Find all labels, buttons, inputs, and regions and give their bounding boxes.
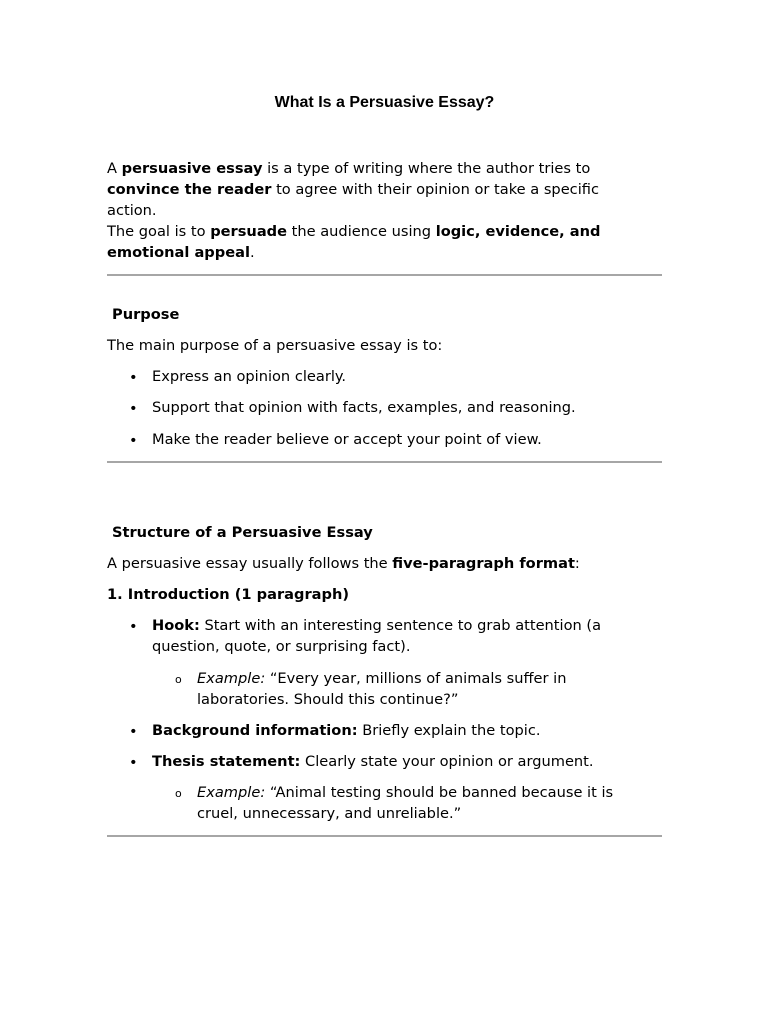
intro-text: The goal is to <box>107 223 211 240</box>
hook-example <box>197 668 647 710</box>
intro-text: . <box>249 244 255 261</box>
example-label: Example: <box>197 670 266 687</box>
bullet-glyph: • <box>129 432 138 449</box>
thesis-text: Clearly state your opinion or argument. <box>300 753 594 770</box>
section-divider <box>107 835 662 837</box>
introduction-subheading: 1. Introduction (1 paragraph) <box>107 586 350 603</box>
example-label: Example: <box>197 784 266 801</box>
bullet-glyph: • <box>129 723 138 740</box>
intro-paragraph <box>107 158 627 263</box>
purpose-item: Make the reader believe or accept your point of view. <box>152 431 542 448</box>
bullet-glyph: • <box>129 618 138 635</box>
purpose-lead: The main purpose of a persuasive essay is to: <box>107 337 443 354</box>
hook-example-text: “Every year, millions of animals suffer in laboratories. Should this continue?” <box>197 670 567 708</box>
sub-bullet-glyph: o <box>175 673 182 686</box>
thesis-example-text: “Animal testing should be banned because it is cruel, unnecessary, and unreliable.” <box>197 784 614 822</box>
intro-text: to agree with their opinion or take a specific action. <box>107 181 599 219</box>
section-divider <box>107 461 662 463</box>
background-label: Background information: <box>152 722 358 739</box>
structure-lead-text: A persuasive essay usually follows the <box>107 555 393 572</box>
purpose-heading: Purpose <box>112 306 180 323</box>
structure-heading: Structure of a Persuasive Essay <box>112 524 373 541</box>
intro-text: A <box>107 160 122 177</box>
structure-lead <box>107 553 627 574</box>
intro-text: the audience using <box>287 223 436 240</box>
section-divider <box>107 274 662 276</box>
intro-bold-term: convince the reader <box>107 181 272 198</box>
page-title: What Is a Persuasive Essay? <box>274 94 495 111</box>
purpose-item: Express an opinion clearly. <box>152 368 347 385</box>
bullet-glyph: • <box>129 754 138 771</box>
hook-text: Start with an interesting sentence to grab attention (a question, quote, or surprising fact). <box>152 617 602 655</box>
intro-bold-term: persuasive essay <box>121 160 263 177</box>
structure-lead-bold: five-paragraph format <box>392 555 575 572</box>
sub-bullet-glyph: o <box>175 787 182 800</box>
hook-label: Hook: <box>152 617 200 634</box>
hook-item <box>152 615 652 657</box>
bullet-glyph: • <box>129 369 138 386</box>
thesis-item <box>152 751 652 772</box>
background-item <box>152 720 652 741</box>
purpose-item: Support that opinion with facts, examples, and reasoning. <box>152 399 576 416</box>
thesis-example <box>197 782 647 824</box>
intro-bold-term: logic, evidence, and emotional appeal <box>107 223 601 261</box>
structure-lead-text: : <box>574 555 580 572</box>
background-text: Briefly explain the topic. <box>357 722 541 739</box>
intro-text: is a type of writing where the author tries to <box>262 160 591 177</box>
thesis-label: Thesis statement: <box>152 753 301 770</box>
intro-bold-term: persuade <box>210 223 288 240</box>
bullet-glyph: • <box>129 400 138 417</box>
